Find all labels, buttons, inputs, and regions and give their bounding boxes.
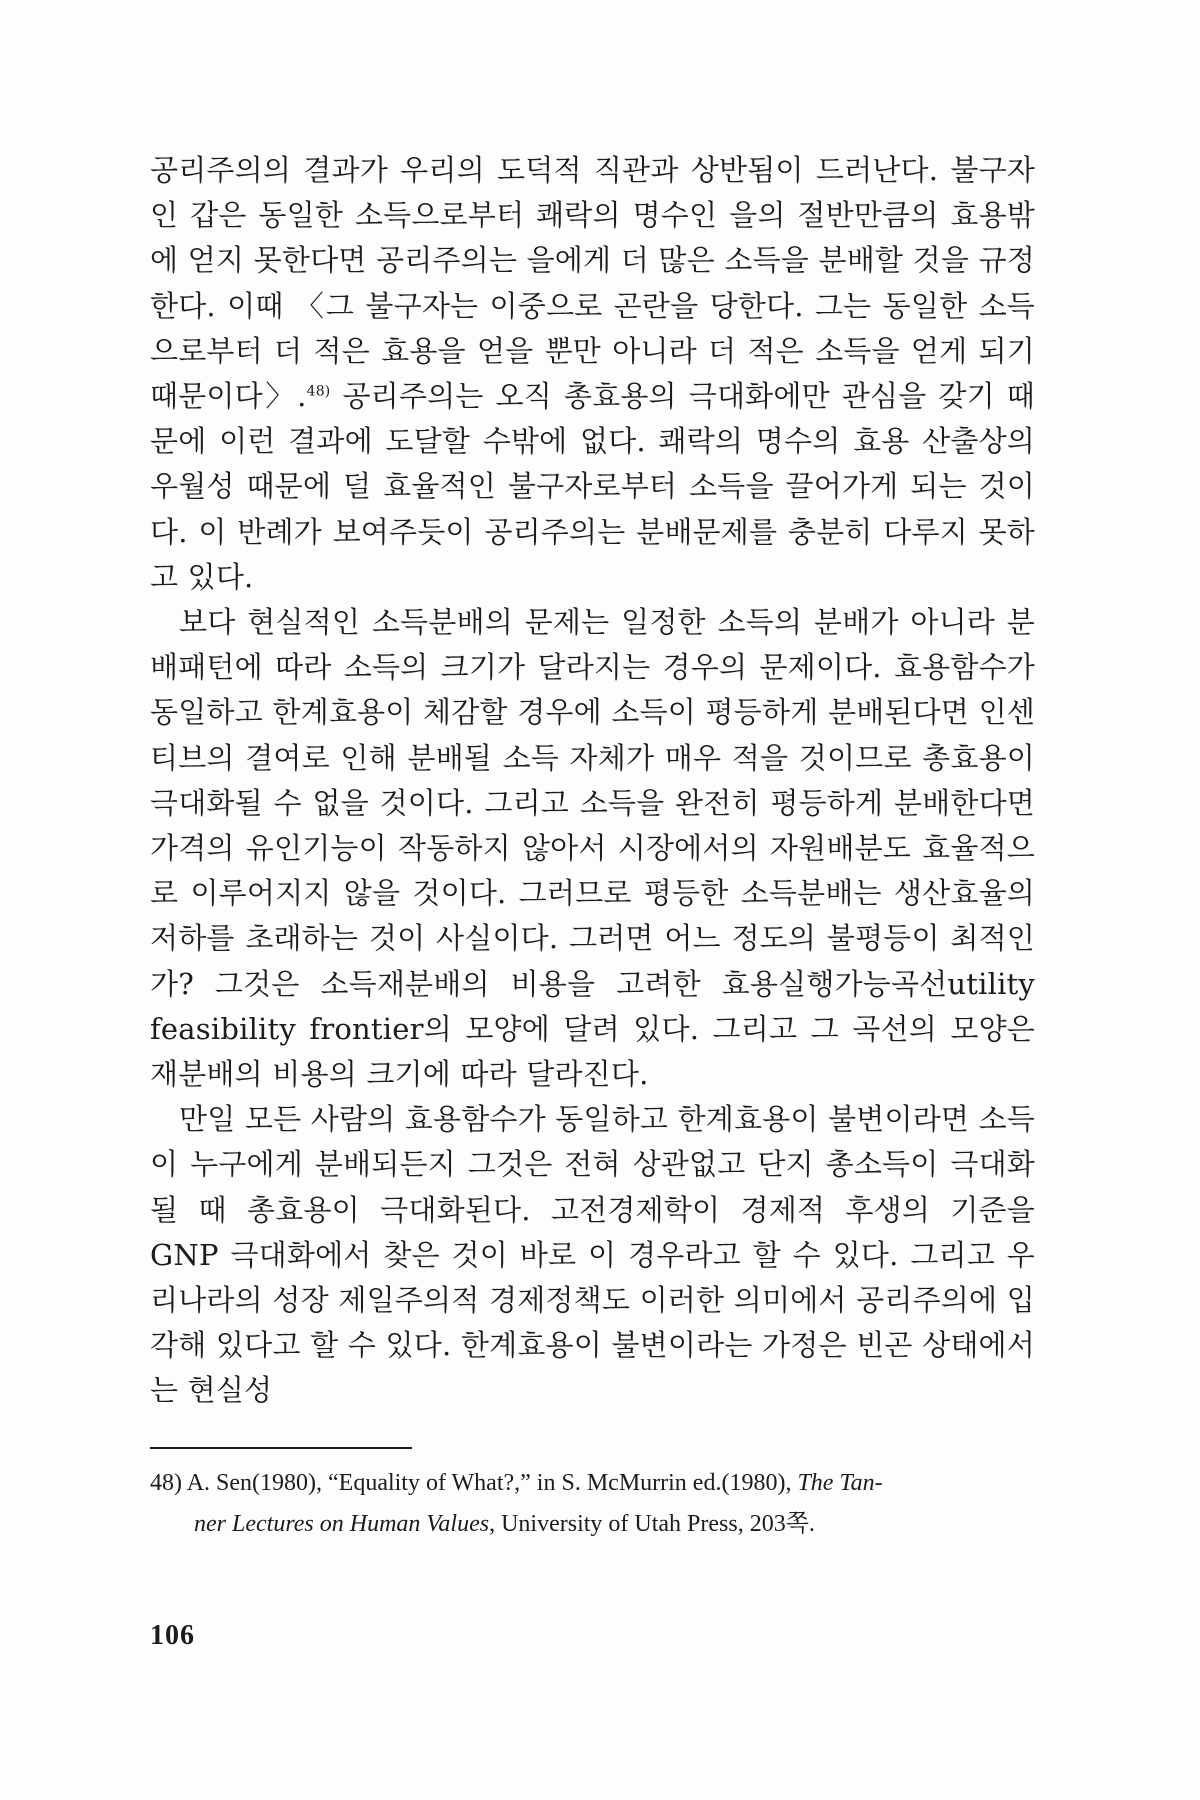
footnote (150, 1463, 1035, 1545)
page-number: 106 (150, 1620, 195, 1651)
paragraph-3: 만일 모든 사람의 효용함수가 동일하고 한계효용이 불변이라면 소득이 누구에게 분배되든지 그것은 전혀 상관없고 단지 총소득이 극대화될 때 총효용이 극대화된다. 고전경제학이 경제적 후생의 기준을 GNP 극대화에서 찾은 것이 바로 이 경우라고 할 수 있다. 그리고 우리나라의 성장 제일주의적 경제정책도 이러한 의미에서 공리주의에 입각해 있다고 할 수 있다. 한계효용이 불변이라는 가정은 빈곤 상태에서는 현실성 (150, 1102, 1035, 1408)
footnote-book-title-part-2: ner Lectures on Human Values (194, 1511, 490, 1537)
paragraph-1-text: 공리주의의 결과가 우리의 도덕적 직관과 상반됨이 드러난다. 불구자인 갑은 동일한 소득으로부터 쾌락의 명수인 을의 절반만큼의 효용밖에 얻지 못한다면 공리주의는 을에게 더 많은 소득을 분배할 것을 규정한다. 이때 〈그 불구자는 이중으로 곤란을 당한다. 그는 동일한 소득으로부터 더 적은 효용을 얻을 뿐만 아니라 더 적은 소득을 얻게 되기 때문이다〉. (150, 153, 1035, 414)
paragraph-1-text-continued: 공리주의는 오직 총효용의 극대화에만 관심을 갖기 때문에 이런 결과에 도달할 수밖에 없다. 쾌락의 명수의 효용 산출상의 우월성 때문에 덜 효율적인 불구자로부터 소득을 끌어가게 되는 것이다. 이 반례가 보여주듯이 공리주의는 분배문제를 충분히 다루지 못하고 있다. (150, 379, 1035, 594)
footnote-publisher: , University of Utah Press, 203쪽. (489, 1511, 815, 1537)
footnote-line-1 (150, 1463, 1035, 1504)
footnote-line-2 (150, 1504, 1035, 1545)
footnote-book-title-part-1: The Tan- (797, 1470, 883, 1496)
footnote-reference: 48) (306, 383, 331, 400)
paragraph-1 (150, 148, 1035, 600)
body-text (150, 148, 1035, 1414)
paragraph-2: 보다 현실적인 소득분배의 문제는 일정한 소득의 분배가 아니라 분배패턴에 따라 소득의 크기가 달라지는 경우의 문제이다. 효용함수가 동일하고 한계효용이 체감할 경우에 소득이 평등하게 분배된다면 인센티브의 결여로 인해 분배될 소득 자체가 매우 적을 것이므로 총효용이 극대화될 수 없을 것이다. 그리고 소득을 완전히 평등하게 분배한다면 가격의 유인기능이 작동하지 않아서 시장에서의 자원배분도 효율적으로 이루어지지 않을 것이다. 그러므로 평등한 소득분배는 생산효율의 저하를 초래하는 것이 사실이다. 그러면 어느 정도의 불평등이 최적인가? 그것은 소득재분배의 비용을 고려한 효용실행가능곡선utility feasibility frontier의 모양에 달려 있다. 그리고 그 곡선의 모양은 재분배의 비용의 크기에 따라 달라진다. (150, 605, 1035, 1092)
footnote-divider (150, 1447, 412, 1449)
footnote-number: 48) (150, 1470, 182, 1496)
footnote-citation: A. Sen(1980), “Equality of What?,” in S. McMurrin ed.(1980), (186, 1470, 798, 1496)
